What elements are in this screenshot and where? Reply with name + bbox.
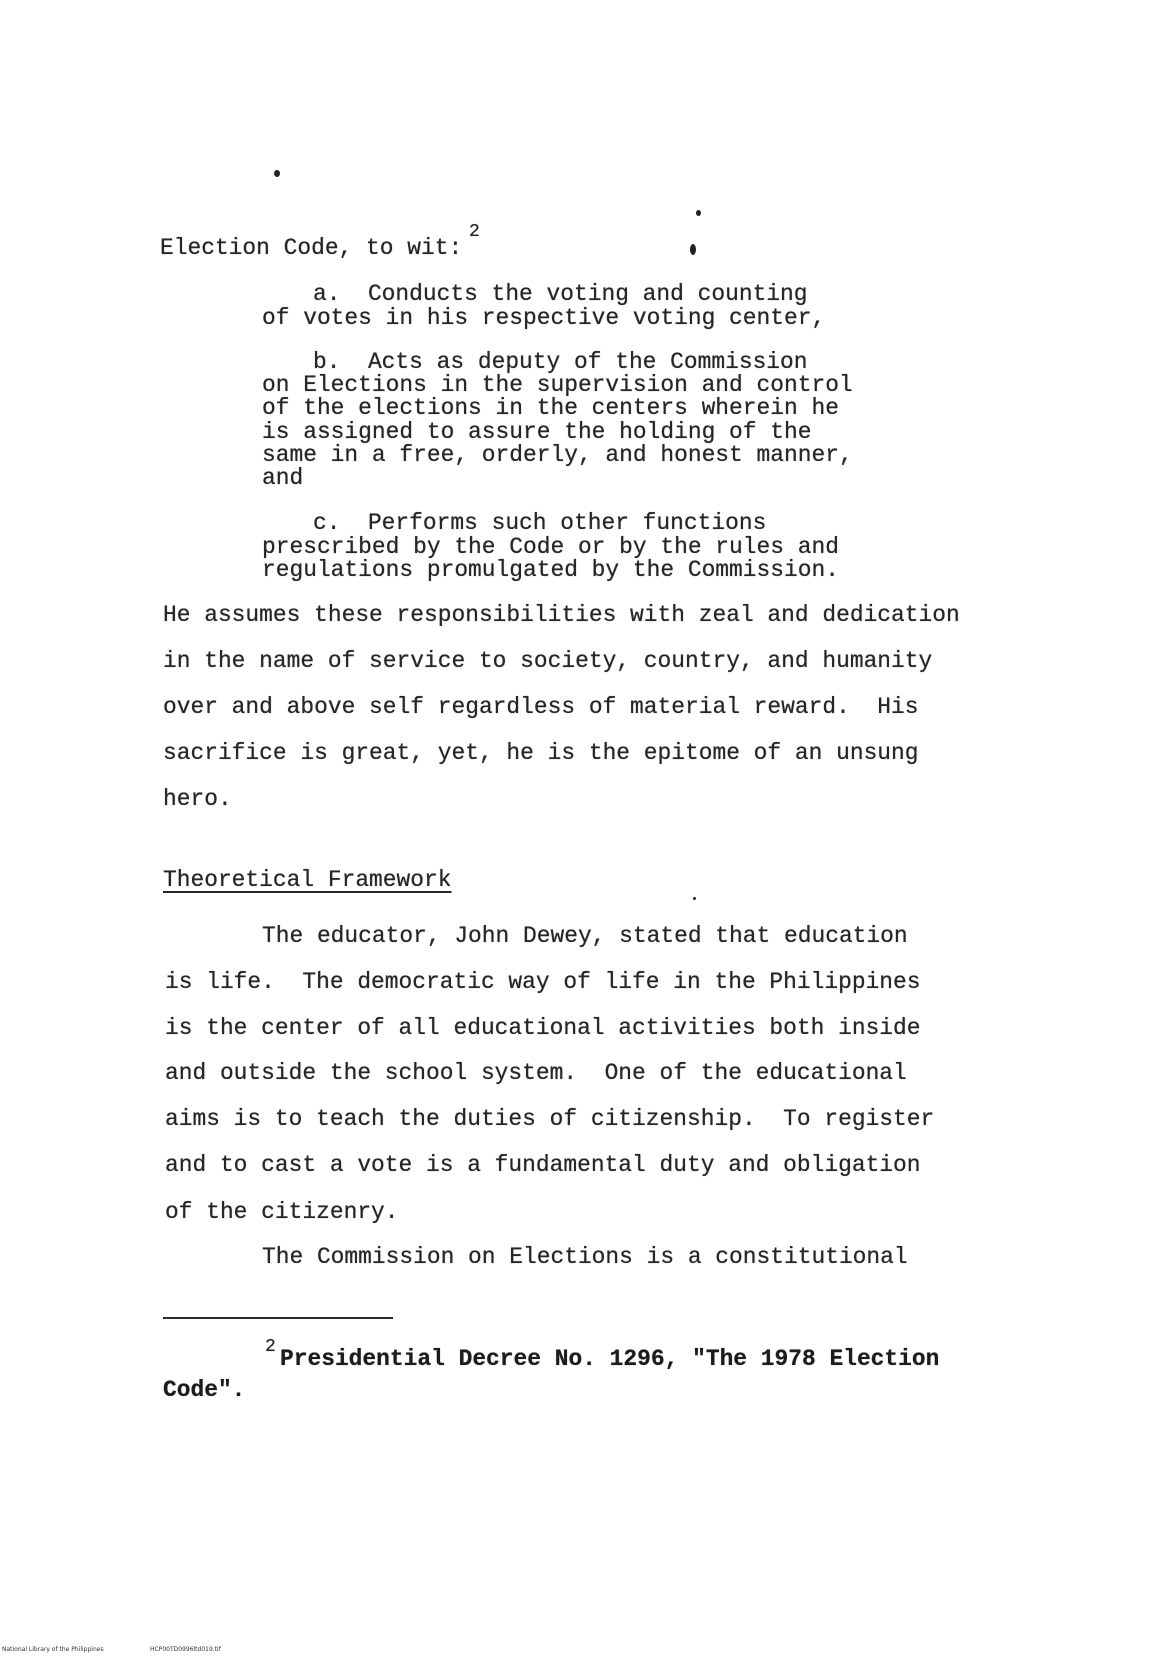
- paragraph-line: sacrifice is great, yet, he is the epitome of an unsung: [163, 740, 919, 766]
- footnote-marker: 2: [265, 1337, 276, 1357]
- footnote-reference: 2: [469, 222, 480, 242]
- scan-footer-filename: HCP00TD0996ltd019.tif: [150, 1646, 221, 1653]
- paragraph-line: of the citizenry.: [165, 1199, 399, 1225]
- scan-speck: [693, 897, 696, 900]
- function-b-line: b. Acts as deputy of the Commission: [313, 349, 808, 375]
- footnote-line: Code".: [163, 1377, 246, 1403]
- footnote-divider: [163, 1317, 393, 1319]
- paragraph-line: and to cast a vote is a fundamental duty and obligation: [165, 1152, 921, 1178]
- function-b-line: same in a free, orderly, and honest manner,: [262, 442, 853, 468]
- footnote-line: Presidential Decree No. 1296, "The 1978 Election: [280, 1346, 940, 1372]
- function-a-line: of votes in his respective voting center,: [262, 305, 826, 331]
- function-b-line: on Elections in the supervision and control: [262, 372, 853, 398]
- scan-speck: [690, 244, 696, 255]
- paragraph-line: The educator, John Dewey, stated that education: [262, 923, 908, 949]
- function-c-line: c. Performs such other functions: [313, 510, 767, 536]
- intro-line: Election Code, to wit:: [160, 235, 463, 261]
- function-b-line: is assigned to assure the holding of the: [262, 419, 812, 445]
- function-a-line: a. Conducts the voting and counting: [313, 281, 808, 307]
- paragraph-line: He assumes these responsibilities with zeal and dedication: [163, 602, 960, 628]
- paragraph-line: is life. The democratic way of life in the Philippines: [165, 969, 921, 995]
- scan-speck: [696, 210, 701, 216]
- paragraph-line: over and above self regardless of material reward. His: [163, 694, 919, 720]
- function-c-line: regulations promulgated by the Commission.: [262, 557, 839, 583]
- function-b-line: and: [262, 465, 304, 491]
- function-b-line: of the elections in the centers wherein he: [262, 395, 839, 421]
- section-heading: Theoretical Framework: [163, 867, 452, 893]
- function-c-line: prescribed by the Code or by the rules and: [262, 534, 839, 560]
- paragraph-line: in the name of service to society, country, and humanity: [163, 648, 933, 674]
- paragraph-line: The Commission on Elections is a constitutional: [262, 1244, 908, 1270]
- paragraph-line: and outside the school system. One of the educational: [165, 1060, 907, 1086]
- scan-footer-library: National Library of the Philippines: [2, 1646, 104, 1653]
- paragraph-line: hero.: [163, 786, 232, 812]
- paragraph-line: is the center of all educational activities both inside: [165, 1015, 921, 1041]
- paragraph-line: aims is to teach the duties of citizenship. To register: [165, 1106, 935, 1132]
- scan-speck: [274, 170, 280, 177]
